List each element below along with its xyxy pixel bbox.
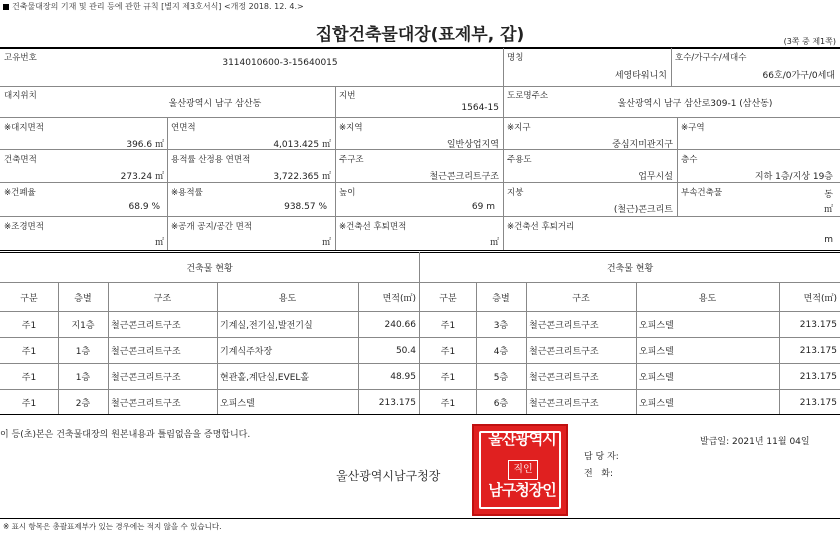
units-value: 66호/0가구/0세대 bbox=[762, 71, 835, 81]
building-area-value: 273.24 ㎡ bbox=[120, 172, 164, 182]
status-cell-right: 오피스텔 bbox=[639, 347, 674, 357]
status-cell-right: 5층 bbox=[493, 373, 509, 383]
road-label: 도로명주소 bbox=[507, 91, 549, 101]
status-header-left-4: 면적(㎡) bbox=[382, 293, 416, 304]
main-use-label: 주용도 bbox=[507, 155, 532, 165]
public-space-label: ※공개 공지/공간 면적 bbox=[171, 222, 253, 232]
far-floor-value: 3,722.365 ㎡ bbox=[273, 172, 331, 182]
status-cell-left: 213.175 bbox=[378, 397, 416, 408]
status-cell-right: 213.175 bbox=[799, 371, 837, 382]
status-cell-left: 철근콘크리트구조 bbox=[111, 399, 181, 409]
square-bullet-icon bbox=[3, 4, 9, 10]
status-header-right-1: 층별 bbox=[492, 293, 510, 304]
floors-label: 층수 bbox=[681, 155, 698, 165]
annex-area: ㎡ bbox=[823, 205, 833, 215]
status-cell-left: 50.4 bbox=[395, 345, 416, 356]
seal-text-top: 울산광역시 bbox=[488, 430, 556, 448]
land-area-value: 396.6 ㎡ bbox=[126, 140, 164, 150]
seal-text-bottom: 남구청장인 bbox=[488, 481, 556, 499]
status-header-left-3: 용도 bbox=[278, 293, 297, 304]
status-header-right-3: 용도 bbox=[698, 293, 717, 304]
zone-label: ※지역 bbox=[339, 123, 363, 133]
status-cell-right: 6층 bbox=[493, 399, 509, 409]
status-header-left-2: 구조 bbox=[153, 293, 172, 304]
issue-date: 발급일: 2021년 11월 04일 bbox=[700, 437, 810, 447]
road-value: 울산광역시 남구 삼산로309-1 (삼산동) bbox=[617, 99, 773, 109]
name-value: 세영타워니치 bbox=[614, 71, 667, 81]
status-cell-right: 주1 bbox=[440, 321, 456, 331]
status-cell-left: 240.66 bbox=[384, 319, 416, 330]
name-label: 명칭 bbox=[507, 53, 524, 63]
status-cell-right: 철근콘크리트구조 bbox=[529, 399, 599, 409]
status-header-left-1: 층별 bbox=[74, 293, 92, 304]
regulation-note-text: 건축물대장의 기재 및 관리 등에 관한 규칙 [별지 제3호서식] <개정 2018. 12. 4.> bbox=[12, 2, 304, 11]
landscape-value: ㎡ bbox=[154, 238, 164, 248]
issuer-name: 울산광역시남구청장 bbox=[336, 469, 441, 483]
status-cell-left: 주1 bbox=[21, 399, 37, 409]
main-use-value: 업무시설 bbox=[638, 172, 673, 182]
status-cell-right: 주1 bbox=[440, 347, 456, 357]
far-label: ※용적률 bbox=[171, 188, 203, 198]
status-cell-right: 철근콘크리트구조 bbox=[529, 321, 599, 331]
total-floor-label: 연면적 bbox=[171, 123, 196, 133]
phone-label: 전 화: bbox=[584, 469, 614, 479]
page-title: 집합건축물대장(표제부, 갑) bbox=[315, 25, 525, 45]
footnote: ※ 표시 항목은 총괄표제부가 있는 경우에는 적지 않을 수 있습니다. bbox=[3, 522, 222, 531]
setback-dist-value: m bbox=[824, 235, 833, 245]
status-header-right-0: 구분 bbox=[439, 293, 457, 304]
height-label: 높이 bbox=[339, 188, 356, 198]
lot-value: 1564-15 bbox=[461, 103, 499, 113]
district-label: ※지구 bbox=[507, 123, 531, 133]
person-label: 담 당 자: bbox=[584, 452, 619, 462]
certification-text: 이 등(초)본은 건축물대장의 원본내용과 틀림없음을 증명합니다. bbox=[0, 430, 251, 440]
main-structure-value: 철근콘크리트구조 bbox=[429, 172, 499, 182]
status-cell-right: 213.175 bbox=[799, 319, 837, 330]
status-cell-right: 오피스텔 bbox=[639, 321, 674, 331]
status-header-right-4: 면적(㎡) bbox=[803, 293, 837, 304]
status-cell-left: 2층 bbox=[75, 399, 91, 409]
annex-count: 동 bbox=[824, 190, 833, 200]
coverage-label: ※건폐율 bbox=[4, 188, 36, 198]
status-cell-left: 주1 bbox=[21, 321, 37, 331]
setback-dist-label: ※건축선 후퇴거리 bbox=[507, 222, 575, 232]
status-title-right: 건축물 현황 bbox=[606, 264, 654, 274]
site-value: 울산광역시 남구 삼산동 bbox=[168, 99, 262, 109]
status-cell-left: 주1 bbox=[21, 373, 37, 383]
status-cell-right: 주1 bbox=[440, 373, 456, 383]
roof-value: (철근)콘크리트 bbox=[613, 205, 673, 215]
status-cell-left: 철근콘크리트구조 bbox=[111, 321, 181, 331]
area-label: ※구역 bbox=[681, 123, 705, 133]
status-cell-left: 현관홀,계단실,EVEL홀 bbox=[220, 373, 310, 383]
status-cell-left: 기계식주차장 bbox=[220, 347, 273, 357]
seal-center-stamp: 직인 bbox=[508, 460, 538, 480]
building-area-label: 건축면적 bbox=[4, 155, 37, 165]
units-label: 호수/가구수/세대수 bbox=[675, 53, 747, 63]
height-value: 69 m bbox=[471, 202, 495, 212]
status-cell-left: 주1 bbox=[21, 347, 37, 357]
status-cell-left: 지1층 bbox=[71, 321, 95, 331]
official-seal bbox=[472, 424, 568, 516]
status-cell-right: 오피스텔 bbox=[639, 373, 674, 383]
public-space-value: ㎡ bbox=[321, 238, 331, 248]
status-cell-right: 213.175 bbox=[799, 397, 837, 408]
status-header-right-2: 구조 bbox=[572, 293, 590, 304]
status-header-left-0: 구분 bbox=[20, 293, 38, 304]
main-structure-label: 주구조 bbox=[339, 155, 364, 165]
total-floor-value: 4,013.425 ㎡ bbox=[273, 140, 331, 150]
status-cell-right: 213.175 bbox=[799, 345, 837, 356]
status-title-left: 건축물 현황 bbox=[186, 264, 233, 274]
status-cell-right: 오피스텔 bbox=[639, 399, 674, 409]
floors-value: 지하 1층/지상 19층 bbox=[754, 172, 833, 182]
status-cell-right: 3층 bbox=[493, 321, 509, 331]
far-value: 938.57 % bbox=[284, 202, 327, 212]
unique-no-value: 3114010600-3-15640015 bbox=[222, 58, 338, 68]
status-cell-left: 철근콘크리트구조 bbox=[111, 373, 181, 383]
status-cell-right: 주1 bbox=[440, 399, 456, 409]
zone-value: 일반상업지역 bbox=[446, 140, 499, 150]
status-cell-right: 철근콘크리트구조 bbox=[529, 347, 599, 357]
site-label: 대지위치 bbox=[4, 91, 37, 101]
status-cell-left: 기계실,전기실,발전기실 bbox=[220, 321, 313, 331]
far-floor-label: 용적률 산정용 연면적 bbox=[171, 155, 251, 165]
roof-label: 지붕 bbox=[507, 188, 524, 198]
status-cell-left: 철근콘크리트구조 bbox=[111, 347, 181, 357]
coverage-value: 68.9 % bbox=[128, 202, 160, 212]
status-cell-left: 1층 bbox=[75, 373, 91, 383]
district-value: 중심지미관지구 bbox=[612, 140, 673, 150]
landscape-label: ※조경면적 bbox=[4, 222, 44, 232]
page-info: (3쪽 중 제1쪽) bbox=[783, 37, 836, 46]
regulation-note bbox=[3, 1, 304, 12]
setback-area-label: ※건축선 후퇴면적 bbox=[339, 222, 407, 232]
unique-no-label: 고유번호 bbox=[4, 53, 37, 63]
status-cell-left: 48.95 bbox=[390, 371, 416, 382]
lot-label: 지번 bbox=[339, 91, 356, 101]
status-cell-left: 1층 bbox=[75, 347, 91, 357]
annex-label: 부속건축물 bbox=[681, 188, 723, 198]
status-cell-left: 오피스텔 bbox=[220, 399, 255, 409]
status-cell-right: 철근콘크리트구조 bbox=[529, 373, 599, 383]
land-area-label: ※대지면적 bbox=[4, 123, 44, 133]
status-cell-right: 4층 bbox=[493, 347, 509, 357]
setback-area-value: ㎡ bbox=[489, 238, 499, 248]
